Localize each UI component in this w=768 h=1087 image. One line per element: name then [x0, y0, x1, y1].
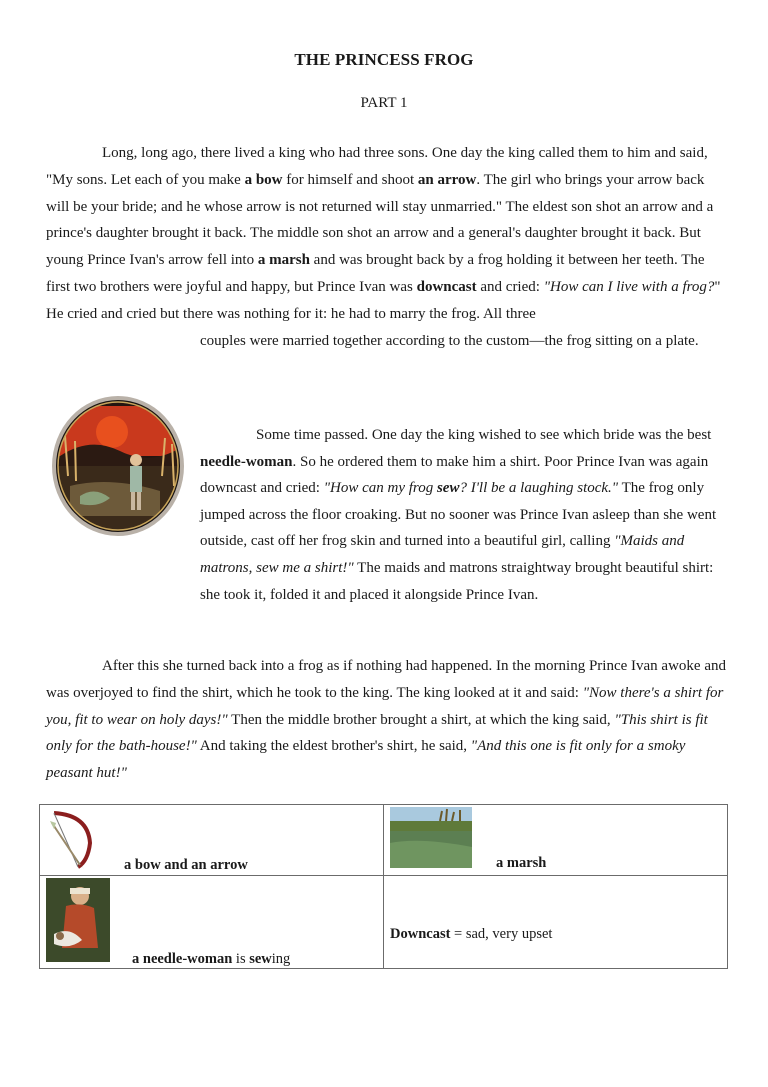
paragraph-3 [46, 653, 726, 787]
part-heading: PART 1 [360, 95, 408, 111]
p2-needlewoman: needle-woman [200, 453, 293, 470]
p1-bow: a bow [244, 171, 283, 188]
p1-text-1: Long, long ago, there lived a king who had three sons. One day the king called them to him and said, "My sons. Let each of you make [46, 145, 708, 188]
vocab-downcast-definition: Downcast = sad, very upset [390, 926, 553, 942]
p1-narrow-block [46, 328, 726, 355]
vocabulary-table [39, 804, 728, 969]
p3-text-1: After this she turned back into a frog as if nothing had happened. In the morning Prince Ivan awoke and was overjoyed to find the shirt, which he took to the king. The king looked at it and said: [46, 658, 726, 701]
vocab-cell-needlewoman [40, 876, 384, 969]
p1-text-2: for himself and shoot [282, 171, 418, 188]
p2-text-1: Some time passed. One day the king wished to see which bride was the best [256, 427, 712, 443]
p1-arrow: an arrow [417, 171, 477, 188]
p1-text-4: and was brought back by a frog holding it between her teeth. The first two brothers were joyful and happy, but Prince Ivan was [46, 252, 705, 295]
p2-text-2: . So he ordered them to make him a shirt. Poor Prince Ivan was again downcast and cried: [200, 453, 709, 497]
marsh-photo [390, 807, 472, 868]
p1-quote-1: "How can I live with a frog? [543, 278, 715, 295]
p2-narrow-block [46, 422, 726, 608]
p3-quote-1: "Now there's a shirt for you, fit to wear on holy days!" [46, 684, 724, 728]
vocab-cell-downcast [384, 876, 728, 969]
story-title: THE PRINCESS FROG [294, 50, 474, 69]
vocab-cell-bow [40, 805, 384, 876]
p2-quote-1a: "How can my frog [323, 480, 437, 497]
vocab-marsh-label: a marsh [496, 855, 547, 871]
p3-quote-3: "And this one is fit only for a smoky peasant hut!" [46, 738, 686, 782]
p2-quote-2: "Maids and matrons, sew me a shirt!" [200, 533, 685, 576]
p3-text-2: Then the middle brother brought a shirt, at which the king said, [227, 711, 615, 728]
p1-text-6: " He cried and cried but there was nothing for it: he had to marry the frog. All three [46, 278, 721, 322]
p1-text-5: and cried: [476, 278, 544, 295]
p1-text-3: . The girl who brings your arrow back will be your bride; and he whose arrow is not returned will stay unmarried." The eldest son shot an arrow and a prince's daughter brought it back. The middle son shot an arrow and a general's daughter brought it back. But young Prince Ivan's arrow fell into [46, 171, 714, 269]
vocab-cell-marsh [384, 805, 728, 876]
p1-marsh: a marsh [257, 252, 310, 269]
paragraph-2 [46, 422, 726, 608]
p2-quote-1b: ? I'll be a laughing stock." [459, 480, 619, 497]
paragraph-1 [46, 140, 726, 354]
p1-downcast: downcast [416, 278, 477, 295]
p3-text-3: And taking the eldest brother's shirt, he said, [196, 738, 471, 755]
p3-quote-2: "This shirt is fit only for the bath-house!" [46, 711, 708, 755]
p2-text-4: The maids and matrons straightway brought beautiful shirt: she took it, folded it and placed it alongside Prince Ivan. [200, 559, 714, 603]
p2-sew: sew [436, 480, 460, 497]
bow-arrow-icon [48, 809, 96, 869]
vocab-needlewoman-label: a needle-woman is sewing [132, 951, 291, 967]
needlewoman-photo [46, 878, 110, 962]
p1-text-7: couples were married together according to the custom—the frog sitting on a plate. [200, 332, 699, 349]
p2-text-3: The frog only jumped across the floor croaking. But no sooner was Prince Ivan asleep than she went outside, cast off her frog skin and turned into a beautiful girl, calling [200, 480, 717, 550]
vocab-bow-label: a bow and an arrow [124, 857, 248, 873]
